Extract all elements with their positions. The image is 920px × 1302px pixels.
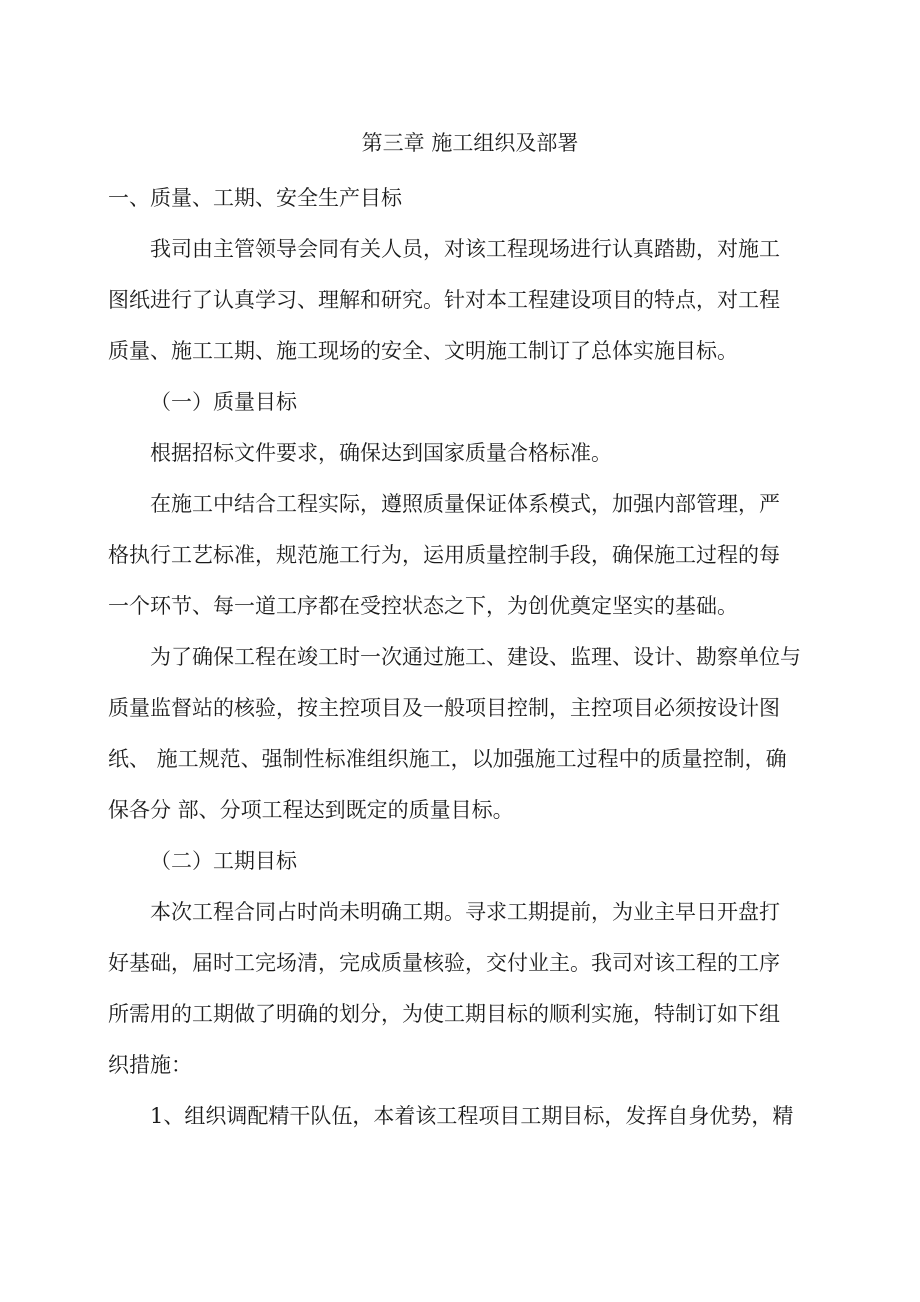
subsection-heading-quality: （一）质量目标: [150, 390, 297, 414]
paragraph-line: 所需用的工期做了明确的划分，为使工期目标的顺利实施，特制订如下组: [108, 1002, 780, 1026]
chapter-title: 第三章 施工组织及部署: [361, 131, 579, 155]
paragraph-line: 为了确保工程在竣工时一次通过施工、建设、监理、设计、勘察单位与: [150, 645, 801, 669]
subsection-heading-schedule: （二）工期目标: [150, 849, 297, 873]
paragraph-line: 质量监督站的核验，按主控项目及一般项目控制，主控项目必须按设计图: [108, 696, 780, 720]
paragraph-line: 本次工程合同占时尚未明确工期。寻求工期提前，为业主早日开盘打: [150, 900, 780, 924]
paragraph-line: 保各分 部、分项工程达到既定的质量目标。: [108, 798, 514, 822]
paragraph-line: 好基础，届时工完场清，完成质量核验，交付业主。我司对该工程的工序: [108, 951, 780, 975]
paragraph-line: 我司由主管领导会同有关人员，对该工程现场进行认真踏勘，对施工: [150, 237, 780, 261]
paragraph-line: 一个环节、每一道工序都在受控状态之下，为创优奠定坚实的基础。: [108, 594, 738, 618]
paragraph-line: 格执行工艺标准，规范施工行为，运用质量控制手段，确保施工过程的每: [108, 543, 780, 567]
paragraph-line: 图纸进行了认真学习、理解和研究。针对本工程建设项目的特点，对工程: [108, 288, 780, 312]
list-item: 1、组织调配精干队伍，本着该工程项目工期目标，发挥自身优势，精: [150, 1104, 794, 1128]
paragraph-line: 根据招标文件要求，确保达到国家质量合格标准。: [150, 441, 612, 465]
section-heading: 一、质量、工期、安全生产目标: [108, 186, 402, 210]
paragraph-line: 质量、施工工期、施工现场的安全、文明施工制订了总体实施目标。: [108, 339, 738, 363]
paragraph-line: 在施工中结合工程实际，遵照质量保证体系模式，加强内部管理，严: [150, 492, 780, 516]
paragraph-line: 纸、 施工规范、强制性标准组织施工，以加强施工过程中的质量控制，确: [108, 747, 787, 771]
paragraph-line: 织措施：: [108, 1053, 192, 1077]
